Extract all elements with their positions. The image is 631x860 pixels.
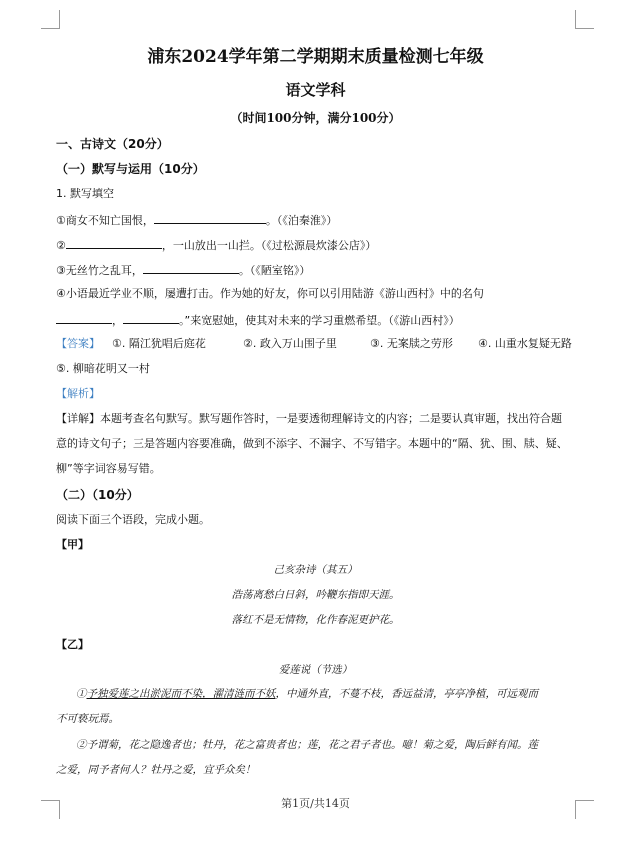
fill-item-2-pre: ② [56,239,66,252]
essay-title: 爱莲说（节选） [278,664,353,676]
answer-2: ②. 政入万山围子里 [243,337,337,350]
document-subject: 语文学科 [285,81,346,99]
fill-item-4-line1: ④小语最近学业不顺，屡遭打击。作为她的好友，你可以引用陆游《游山西村》中的名句 [56,287,484,300]
answer-4: ④. 山重水复疑无路 [478,337,572,350]
passage-yi-label: 【乙】 [56,638,89,651]
essay-paragraph-2-line-2: 之爱，同予者何人？牡丹之爱，宜乎众矣！ [56,764,256,776]
part1-heading: （一）默写与运用（10分） [56,162,205,176]
poem-line-2: 落红不是无情物，化作春泥更护花。 [231,614,400,626]
fill-item-1-post: 。（《泊秦淮》） [265,214,338,227]
blank-line [56,312,112,324]
section-heading: 一、古诗文（20分） [56,137,169,151]
part2-intro: 阅读下面三个语段，完成小题。 [56,513,210,526]
answer-3: ③. 无案牍之劳形 [370,337,453,350]
fill-item-4-sep: ， [112,314,123,327]
fill-item-3 [56,262,310,278]
essay-paragraph-2-line-1: ②予谓菊，花之隐逸者也；牡丹，花之富贵者也；莲，花之君子者也。噫！菊之爱，陶后鲜有闻。莲 [76,739,538,751]
answer-label: 【答案】 [56,337,100,350]
blank-line [123,312,179,324]
fill-item-3-post: 。（《陋室铭》） [238,264,311,277]
document-title: 浦东2024学年第二学期期末质量检测七年级 [147,47,484,67]
fill-item-2 [56,237,376,253]
crop-mark-top-right [575,10,594,29]
crop-mark-top-left [41,10,60,29]
paragraph-number: ① [76,688,87,700]
question-1: 1. 默写填空 [56,187,114,200]
poem-line-1: 浩荡离愁白日斜，吟鞭东指即天涯。 [231,589,400,601]
fill-item-1-pre: ①商女不知亡国恨， [56,214,154,227]
fill-item-1 [56,212,337,228]
part2-heading: （二）（10分） [56,488,139,502]
blank-line [66,237,162,249]
fill-item-2-post: ，一山放出一山拦。（《过松源晨炊漆公店》） [161,239,377,252]
analysis-line-3: 柳”等字词容易写错。 [56,462,161,475]
fill-item-3-pre: ③无丝竹之乱耳， [56,264,143,277]
analysis-label: 【解析】 [56,387,100,400]
page-footer: 第1页/共14页 [281,797,350,810]
fill-item-4-line2 [56,312,460,328]
blank-line [143,262,239,274]
time-info: （时间100分钟，满分100分） [230,111,401,125]
blank-line [154,212,266,224]
poem-title: 己亥杂诗（其五） [273,564,358,576]
answer-1: ①. 隔江犹唱后庭花 [112,337,206,350]
paragraph-1-rest: ，中通外直，不蔓不枝，香远益清，亭亭净植，可远观而 [275,688,538,700]
analysis-line-1: 【详解】本题考查名句默写。默写题作答时，一是要透彻理解诗文的内容；二是要认真审题，找出符合题 [56,412,562,425]
essay-paragraph-1-line-2: 不可亵玩焉。 [56,713,119,725]
passage-jia-label: 【甲】 [56,538,89,551]
essay-paragraph-1-line-1 [76,687,538,701]
answer-5: ⑤. 柳暗花明又一村 [56,362,150,375]
fill-item-4-post: 。”来宽慰她，使其对未来的学习重燃希望。（《游山西村》） [179,314,460,327]
underlined-sentence: 予独爱莲之出淤泥而不染，濯清涟而不妖 [86,688,276,700]
analysis-line-2: 意的诗文句子；三是答题内容要准确，做到不添字、不漏字、不写错字。本题中的“隔、犹、围、牍、疑、 [56,437,568,450]
